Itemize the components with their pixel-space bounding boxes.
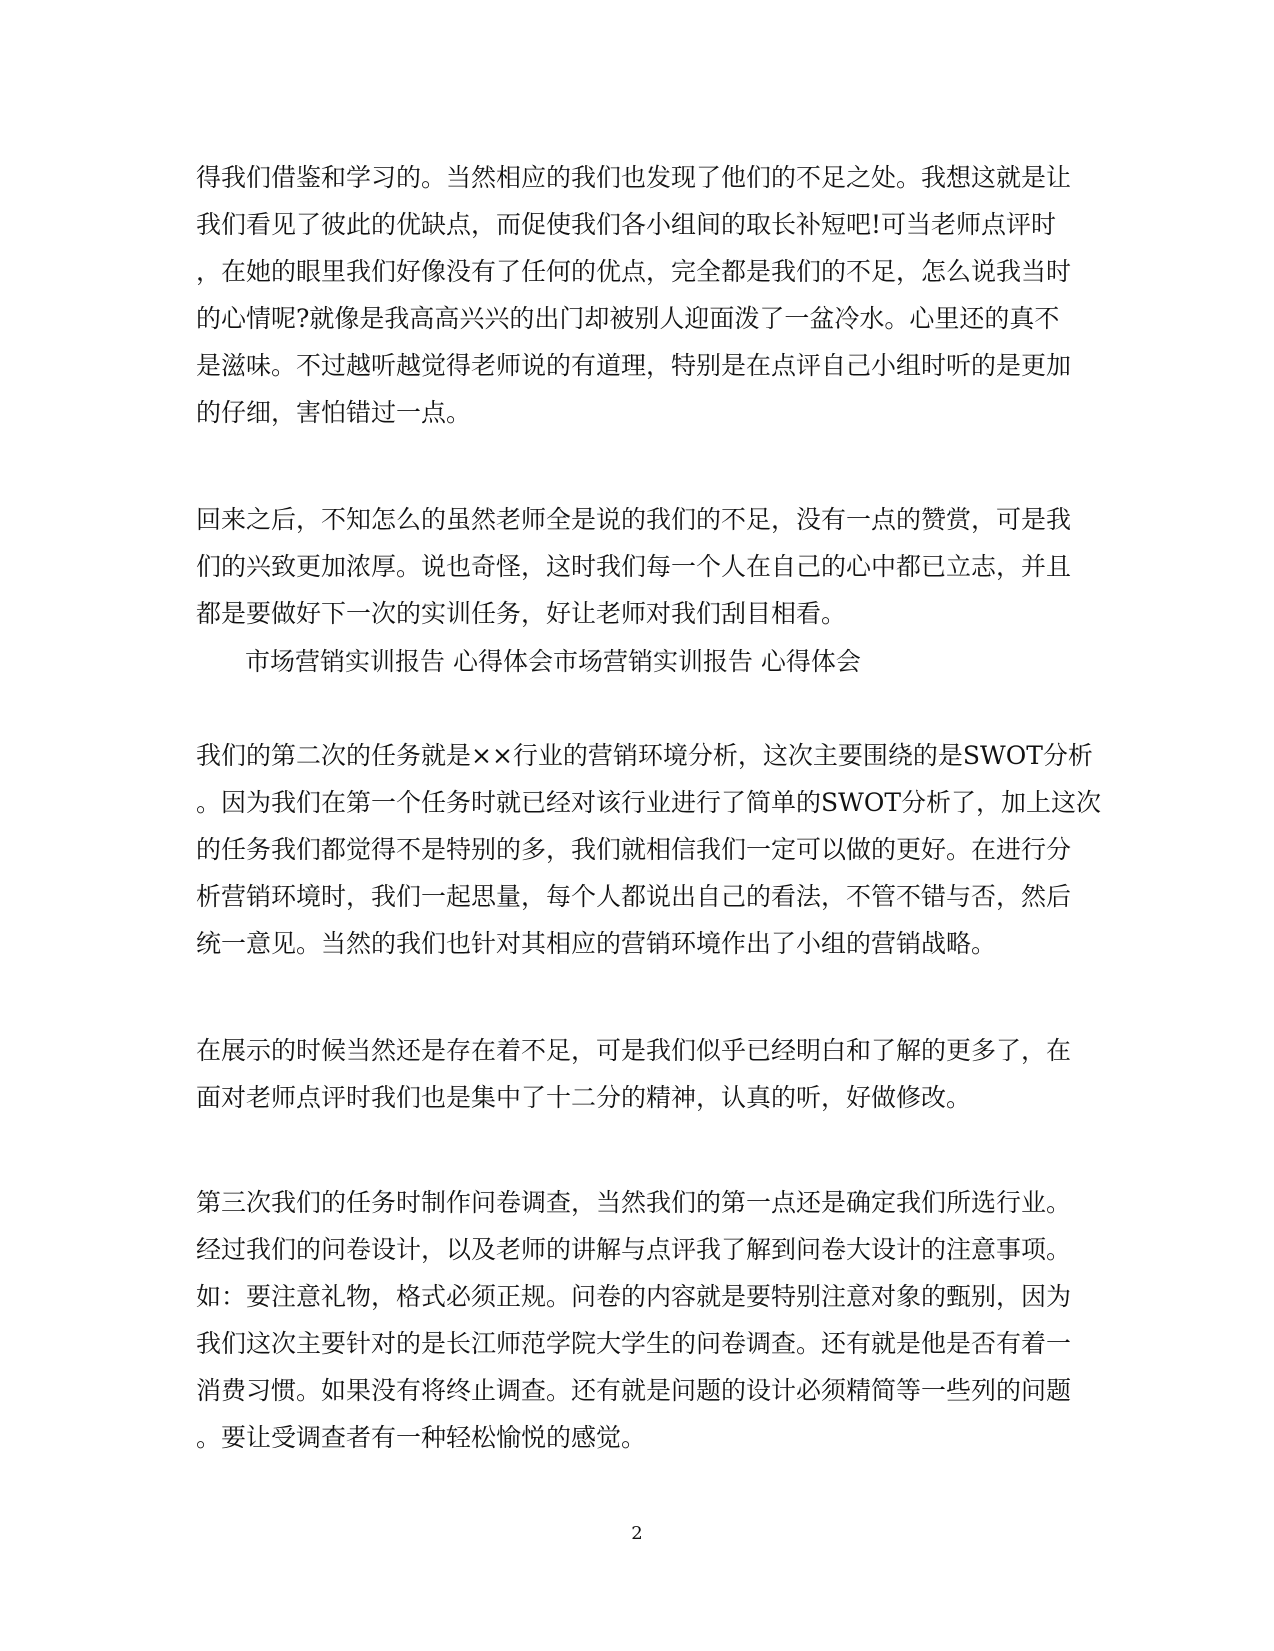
paragraph-5-line-3: 如：要注意礼物，格式必须正规。问卷的内容就是要特别注意对象的甄别，因为 — [196, 1282, 1072, 1311]
paragraph-5-line-4: 我们这次主要针对的是长江师范学院大学生的问卷调查。还有就是他是否有着一 — [196, 1329, 1072, 1358]
paragraph-1-line-2: 我们看见了彼此的优缺点，而促使我们各小组间的取长补短吧!可当老师点评时 — [196, 210, 1057, 239]
paragraph-3-line-5: 统一意见。当然的我们也针对其相应的营销环境作出了小组的营销战略。 — [196, 929, 997, 958]
section-subtitle: 市场营销实训报告 心得体会市场营销实训报告 心得体会 — [245, 647, 861, 676]
page-number: 2 — [631, 1523, 643, 1544]
paragraph-5-line-1: 第三次我们的任务时制作问卷调查，当然我们的第一点还是确定我们所选行业。 — [196, 1188, 1072, 1217]
paragraph-3-line-3: 的任务我们都觉得不是特别的多，我们就相信我们一定可以做的更好。在进行分 — [196, 835, 1072, 864]
paragraph-2-line-2: 们的兴致更加浓厚。说也奇怪，这时我们每一个人在自己的心中都已立志，并且 — [196, 552, 1072, 581]
paragraph-4-line-2: 面对老师点评时我们也是集中了十二分的精神，认真的听，好做修改。 — [196, 1083, 972, 1112]
paragraph-5-line-5: 消费习惯。如果没有将终止调查。还有就是问题的设计必须精简等一些列的问题 — [196, 1376, 1072, 1405]
paragraph-3-line-1: 我们的第二次的任务就是××行业的营销环境分析，这次主要围绕的是SWOT分析 — [196, 741, 1093, 770]
paragraph-1-line-4: 的心情呢?就像是我高高兴兴的出门却被别人迎面泼了一盆冷水。心里还的真不 — [196, 304, 1060, 333]
paragraph-3-line-2: 。因为我们在第一个任务时就已经对该行业进行了简单的SWOT分析了，加上这次 — [196, 788, 1101, 817]
paragraph-1-line-1: 得我们借鉴和学习的。当然相应的我们也发现了他们的不足之处。我想这就是让 — [196, 163, 1072, 192]
paragraph-1-line-6: 的仔细，害怕错过一点。 — [196, 398, 472, 427]
paragraph-1-line-5: 是滋味。不过越听越觉得老师说的有道理，特别是在点评自己小组时听的是更加 — [196, 351, 1072, 380]
paragraph-5-line-6: 。要让受调查者有一种轻松愉悦的感觉。 — [196, 1423, 647, 1452]
paragraph-3-line-4: 析营销环境时，我们一起思量，每个人都说出自己的看法，不管不错与否，然后 — [196, 882, 1072, 911]
paragraph-2-line-3: 都是要做好下一次的实训任务，好让老师对我们刮目相看。 — [196, 599, 847, 628]
paragraph-4-line-1: 在展示的时候当然还是存在着不足，可是我们似乎已经明白和了解的更多了，在 — [196, 1036, 1072, 1065]
paragraph-5-line-2: 经过我们的问卷设计，以及老师的讲解与点评我了解到问卷大设计的注意事项。 — [196, 1235, 1072, 1264]
paragraph-2-line-1: 回来之后，不知怎么的虽然老师全是说的我们的不足，没有一点的赞赏，可是我 — [196, 505, 1072, 534]
paragraph-1-line-3: ，在她的眼里我们好像没有了任何的优点，完全都是我们的不足，怎么说我当时 — [196, 257, 1072, 286]
